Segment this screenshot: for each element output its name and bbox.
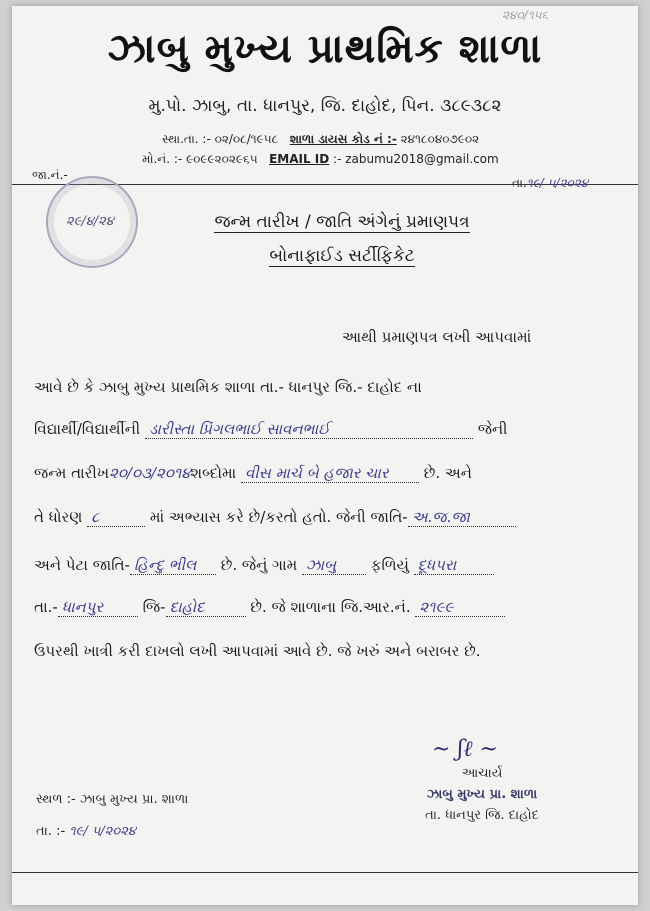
footer-date-label: તા. :- <box>36 824 66 839</box>
established-value: ૦૨/૦૮/૧૯૫૮ <box>214 132 279 146</box>
signature-block <box>392 766 572 823</box>
phone-value: ૯૦૯૯૨૦૨૯૬૫ <box>186 152 258 166</box>
place-line <box>36 792 188 807</box>
student-line <box>34 420 507 439</box>
certificate-heading-1: જન્મ તારીખ / જાતિ અંગેનું પ્રમાણપત્ર <box>214 212 470 232</box>
caste-value: અ.જ.જા <box>408 508 516 527</box>
ref-date-label: તા. <box>512 176 527 190</box>
corner-note: ૨૪૦/૧૫૬ <box>502 8 549 22</box>
student-suffix: જેની <box>477 420 508 438</box>
student-label: વિદ્યાર્થી/વિદ્યાર્થીની <box>34 420 141 438</box>
signature-place: તા. ધાનપુર જિ. દાહોદ <box>425 808 539 823</box>
email-label: EMAIL ID <box>269 152 330 166</box>
standard-middle: માં અભ્યાસ કરે છે/કરતો હતો. જેની જાતિ- <box>149 508 408 526</box>
village-value: ઝાબુ <box>302 556 366 575</box>
footer-divider <box>12 872 638 873</box>
signature-title: આચાર્ય <box>461 766 503 781</box>
place-label: સ્થળ :- <box>36 792 76 807</box>
body-line-1: આથી પ્રમાણપત્ર લખી આપવામાં <box>342 328 532 346</box>
principal-signature: ~ ʃℓ ~ <box>432 737 498 762</box>
dob-line <box>34 464 472 483</box>
dob-label: જન્મ તારીખ <box>34 464 110 482</box>
dob-words-label: શબ્દોમા <box>190 464 237 482</box>
body-line-2: આવે છે કે ઝાબુ મુખ્ય પ્રાથમિક શાળા તા.- ધાનપુર જિ.- દાહોદ ના <box>34 378 422 396</box>
closing-line: ઉપરથી ખાત્રી કરી દાખલો લખી આપવામાં આવે છે. જે ખરું અને બરાબર છે. <box>34 642 481 660</box>
student-name: ડારીસ્તા પ્રિંગલભાઈ સાવનભાઈ <box>145 420 473 439</box>
signature-school-stamp: ઝાબુ મુખ્ય પ્રા. શાળા <box>426 787 538 802</box>
standard-line <box>34 508 516 527</box>
dob-words: વીસ માર્ચ બે હજાર ચાર <box>241 464 419 483</box>
footer-date-line <box>36 824 136 839</box>
district-label: જિ- <box>142 598 166 616</box>
footer-date-value: ૧૯/ ૫/૨૦૨૪ <box>69 824 136 839</box>
ref-date-value: ૧૯/ ૫/૨૦૨૪ <box>526 176 589 190</box>
gr-label: છે. જે શાળાના જિ.આર.નં. <box>250 598 411 616</box>
school-address: મુ.પો. ઝાબુ, તા. ધાનપુર, જિ. દાહોદ, પિન. ૩૮૯૩૮૨ <box>148 96 502 116</box>
dob-suffix: છે. અને <box>423 464 472 482</box>
village-label: છે. જેનું ગામ <box>220 556 298 574</box>
taluka-label: તા.- <box>34 598 58 616</box>
contact-info <box>142 152 499 167</box>
dob-value: ૨૦/૦૩/૨૦૧૪ <box>109 464 191 482</box>
subcaste-value: હિન્દુ ભીલ <box>130 556 216 575</box>
faliya-label: ફળિયું <box>370 556 409 574</box>
taluka-value: ધાનપુર <box>58 598 138 617</box>
ref-date <box>512 176 588 191</box>
email-value: :- zabumu2018@gmail.com <box>333 152 499 166</box>
taluka-line <box>34 598 505 617</box>
outward-number: જા.નં.- <box>32 168 68 182</box>
standard-value: ૮ <box>87 508 145 527</box>
certificate-heading-2: બોનાફાઈડ સર્ટીફિકેટ <box>269 246 415 266</box>
faliya-value: દૂધપરા <box>414 556 494 575</box>
established-label: સ્થા.તા. :- <box>162 132 211 146</box>
established-info <box>162 132 479 147</box>
district-value: દાહોદ <box>166 598 246 617</box>
dise-label: શાળા ડાયસ કોડ નં :- <box>289 132 397 146</box>
stamp-date: ૨૯/૪/૨૪ <box>66 214 114 229</box>
subcaste-line <box>34 556 494 575</box>
subcaste-label: અને પેટા જાતિ- <box>34 556 130 574</box>
school-name: ઝાબુ મુખ્ય પ્રાથમિક શાળા <box>107 26 543 72</box>
phone-label: મો.નં. :- <box>142 152 183 166</box>
dise-value: ૨૪૧૮૦૪૦૭૯૦૨ <box>400 132 480 146</box>
standard-label: તે ધોરણ <box>34 508 83 526</box>
gr-value: ૨૧૯૯ <box>415 598 505 617</box>
certificate-page <box>12 6 638 905</box>
place-value: ઝાબુ મુખ્ય પ્રા. શાળા <box>79 792 189 807</box>
